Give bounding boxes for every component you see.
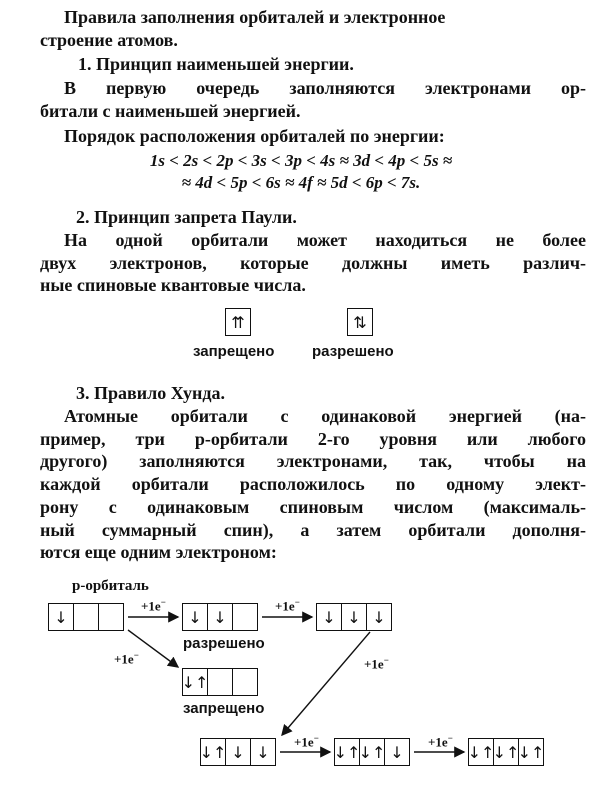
step-label: +1е− [364,655,389,672]
rule1-text-line: В первую очередь заполняются электронами ор- [64,78,586,98]
orbital-cell: ↓ [49,604,74,630]
rule3-text-line: пример, три р-орбитали 2-го уровня или любого [40,428,586,449]
rule2-text-line: ные спиновые квантовые числа. [40,275,306,296]
rule3-text-line: каждой орбитали расположилось по одному элект- [40,474,586,495]
rule3-text-line: рону с одинаковым спиновым числом (максималь- [40,496,586,517]
rule2-text-line: На одной орбитали может находиться не более [64,230,586,250]
step-label: +1е− [141,597,166,614]
pauli-forbidden-label: запрещено [193,343,275,360]
p-orbital-label: р-орбиталь [72,578,149,594]
page-title-line2: строение атомов. [40,30,178,50]
rule2-heading: 2. Принцип запрета Паули. [76,207,297,227]
arrow-step1-to-forbidden [128,630,178,667]
orbital-cell: ↓ [183,604,208,630]
step-label: +1е− [294,733,319,750]
arrow-step3-to-step4 [282,632,370,735]
rule3-text-line: ный суммарный спин), а затем орбитали дополня- [40,519,586,540]
orbital-cell: ↓↑ [360,739,385,765]
orbital-cell: ↓↑ [201,739,226,765]
step-label: +1е− [114,650,139,667]
hund-forbidden-label: запрещено [183,700,265,717]
orbital-cell: ↓ [342,604,367,630]
orbital-cell: ↓↑ [469,739,494,765]
orbital-cell: ↓ [372,607,386,627]
rule3-text-line: другого) заполняются электронами, так, чтобы на [40,451,586,472]
rule2-text-line: двух электронов, которые должны иметь различ- [40,252,586,273]
rule3-text-line: ются еще одним электроном: [40,542,277,563]
orbital-cell: ↓↑ [517,742,545,762]
orbital-cell: ↓ [226,739,251,765]
orbital-cell: ↓↑ [335,739,360,765]
orbital-cell: ↓ [256,742,270,762]
energy-order-formula-line2: ≈ 4d < 5p < 6s ≈ 4f ≈ 5d < 6p < 7s. [181,173,421,192]
spin-arrows: ⇈ [231,312,245,332]
energy-order-formula: 1s < 2s < 2p < 3s < 3p < 4s ≈ 3d < 4p < 5s ≈ [149,151,453,170]
page-title: Правила заполнения орбиталей и электронное [64,7,446,27]
spin-arrows: ⇅ [353,312,367,332]
rule1-text-line: битали с наименьшей энергией. [40,100,301,121]
step-label: +1е− [275,597,300,614]
orbital-cell: ↓↑ [494,739,519,765]
orbital-cell: ↓ [317,604,342,630]
step-label: +1е− [428,733,453,750]
pauli-allowed-label: разрешено [312,343,394,360]
order-label: Порядок расположения орбиталей по энергии: [64,126,445,146]
rule3-heading: 3. Правило Хунда. [76,383,225,403]
orbital-cell: ↓↑ [183,669,208,695]
rule3-text-line: Атомные орбитали с одинаковой энергией (на- [64,406,586,426]
orbital-cell: ↓ [390,742,404,762]
orbital-cell: ↓ [208,604,233,630]
rule1-heading: 1. Принцип наименьшей энергии. [78,54,354,74]
hund-allowed-label: разрешено [183,635,265,652]
